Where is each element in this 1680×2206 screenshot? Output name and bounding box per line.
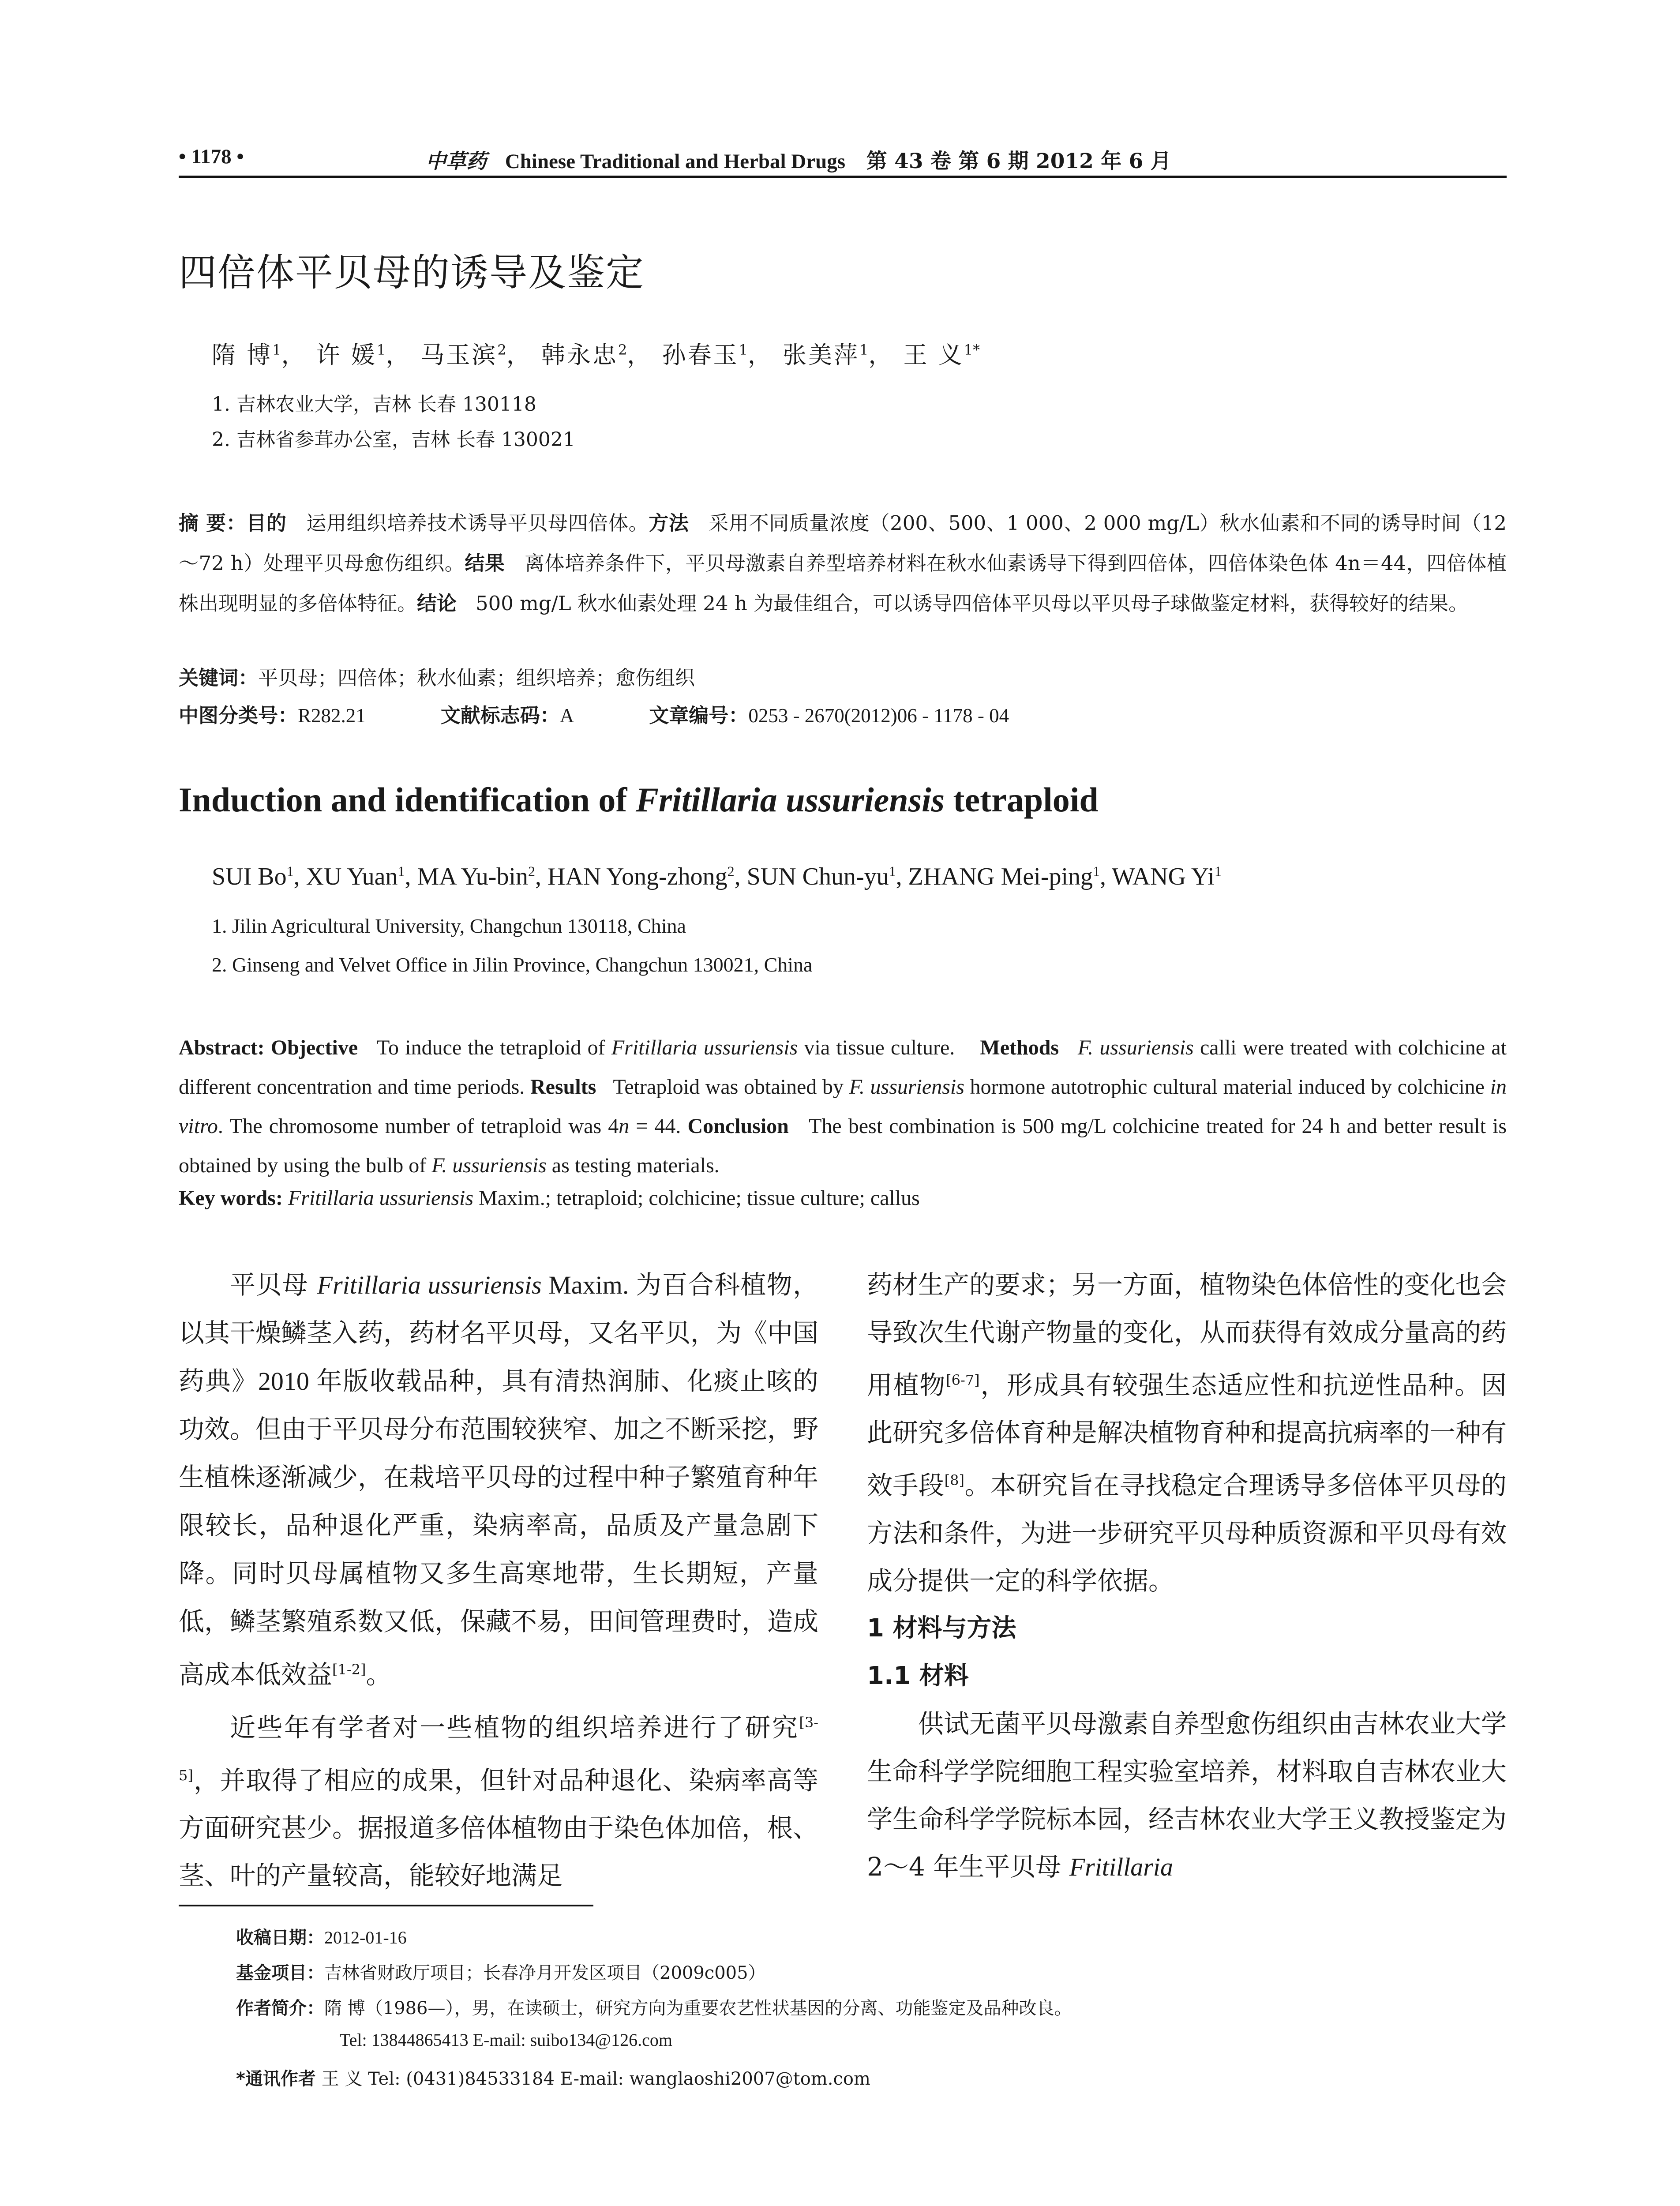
footnote-fund	[236, 1959, 766, 1984]
affiliation-en: 2. Ginseng and Velvet Office in Jilin Province, Changchun 130021, China	[212, 953, 813, 976]
author-en: SUI Bo	[212, 863, 287, 890]
classification-line	[179, 699, 1009, 728]
author-zh: 隋 博	[212, 341, 273, 369]
body-paragraph	[179, 1261, 818, 1699]
title-zh: 四倍体平贝母的诱导及鉴定	[179, 251, 645, 295]
author-en: WANG Yi	[1112, 863, 1215, 890]
keywords-en-text: Maxim.; tetraploid; colchicine; tissue culture; callus	[473, 1186, 920, 1210]
author-aff-mark: 1	[272, 341, 281, 358]
author-aff-mark: 1	[859, 341, 869, 358]
citation-ref: [6-7]	[946, 1372, 980, 1388]
body-column-left	[179, 1261, 818, 1899]
footnote-author	[236, 1994, 1072, 2019]
methods-label: 方法	[649, 511, 689, 535]
author-zh: 孙春玉	[662, 341, 739, 369]
author-aff-mark: 2	[727, 863, 735, 879]
results-en-text: . The chromosome number of tetraploid was 4	[218, 1114, 619, 1138]
author-aff-mark: 1*	[964, 341, 980, 358]
affiliation-en: 1. Jilin Agricultural University, Changchun 130118, China	[212, 915, 686, 937]
keywords-label: 关键词：	[179, 666, 259, 690]
objective-label: 目的	[246, 511, 287, 535]
doc-code-value: A	[559, 705, 574, 727]
affiliation-zh: 2. 吉林省参茸办公室，吉林 长春 130021	[212, 428, 575, 451]
methods-en-text: calli were treated with colchicine at different concentration and time periods.	[179, 1036, 1507, 1099]
objective-text: 运用组织培养技术诱导平贝母四倍体。	[306, 511, 649, 535]
keywords-en	[179, 1186, 920, 1210]
journal-issue: 第 43 卷 第 6 期 2012 年 6 月	[866, 149, 1171, 173]
author-zh: 王 义	[903, 341, 964, 369]
page-number: • 1178 •	[179, 145, 244, 168]
abstract-label: 摘 要：	[179, 511, 247, 535]
conclusion-text: 500 mg/L 秋水仙素处理 24 h 为最佳组合，可以诱导四倍体平贝母以平贝母子球做鉴定材料，获得较好的结果。	[475, 592, 1469, 615]
footnote-corresponding	[236, 2065, 870, 2090]
footnote-text: Tel: 13844865413 E-mail: suibo134@126.com	[340, 2030, 672, 2050]
running-header	[179, 140, 1507, 177]
body-text: 药材生产的要求；另一方面，植物染色体倍性的变化也会导致次生代谢产物量的变化，从而获得有效成分量高的药用植物	[867, 1270, 1507, 1400]
citation-ref: [3-5]	[179, 1714, 818, 1784]
conclusion-en-label: Conclusion	[687, 1114, 789, 1138]
footnote-text: 2012-01-16	[324, 1928, 407, 1947]
species-name: Fritillaria ussuriensis	[317, 1271, 542, 1299]
author-zh: 韩永忠	[541, 341, 618, 369]
title-en	[179, 780, 1099, 820]
body-text: Maxim. 为百合科植物，以其干燥鳞茎入药，药材名平贝母，又名平贝，为《中国药典》2010 年版收载品种，具有清热润肺、化痰止咳的功效。但由于平贝母分布范围较狭窄、加之不断采挖，野生植株逐渐减少，在栽培平贝母的过程中种子繁殖育种年限较长，品种退化严重，染病率高，品质及产量急剧下降。同时贝母属植物又多生高寒地带，生长期短，产量低，鳞茎繁殖系数又低，保藏不易，田间管理费时，造成高成本低效益	[179, 1271, 819, 1689]
body-text: 近些年有学者对一些植物的组织培养进行了研究	[230, 1712, 799, 1743]
results-en-text: hormone autotrophic cultural material induced by colchicine	[964, 1075, 1490, 1099]
author-zh: 许 媛	[316, 341, 377, 369]
species-name: Fritillaria	[1069, 1852, 1173, 1881]
results-en-label: Results	[530, 1075, 596, 1099]
conclusion-en-text: The best combination is 500 mg/L colchicine treated for 24 h and better result is obtained by using the bulb of	[179, 1114, 1507, 1177]
body-text: 。本研究旨在寻找稳定合理诱导多倍体平贝母的方法和条件，为进一步研究平贝母种质资源和平贝母有效成分提供一定的科学依据。	[867, 1470, 1507, 1596]
footnote-label: 基金项目：	[236, 1963, 324, 1983]
clc-value: R282.21	[298, 705, 366, 727]
footnote-text: 王 义 Tel: (0431)84533184 E-mail: wanglaoshi2007@tom.com	[315, 2069, 870, 2089]
journal-name-cn: 中草药	[426, 149, 487, 173]
subsection-heading: 1.1 材料	[867, 1661, 969, 1690]
abstract-en-label: Abstract: Objective	[179, 1036, 358, 1059]
citation-ref: [8]	[944, 1472, 964, 1489]
author-aff-mark: 1	[1214, 863, 1222, 879]
keywords-zh	[179, 662, 695, 690]
keywords-text: 平贝母；四倍体；秋水仙素；组织培养；愈伤组织	[258, 666, 695, 690]
results-en-text: = 44.	[629, 1114, 681, 1138]
footnote-label: 收稿日期：	[236, 1928, 324, 1948]
methods-text: 采用不同质量浓度（200、500、1 000、2 000 mg/L）秋水仙素和不同的诱导时间（12～72 h）处理平贝母愈伤组织。	[179, 511, 1507, 575]
footnote-text: 隋 博（1986—），男，在读硕士，研究方向为重要农艺性状基因的分离、功能鉴定及品种改良。	[324, 1998, 1072, 2018]
in-vitro-term: in vitro	[179, 1075, 1507, 1138]
conclusion-en-text: as testing materials.	[546, 1154, 720, 1177]
species-name: F. ussuriensis	[431, 1154, 547, 1177]
objective-en-text: via tissue culture.	[798, 1036, 955, 1059]
body-text: 平贝母	[230, 1270, 317, 1300]
body-paragraph	[867, 1261, 1507, 1605]
results-label: 结果	[465, 552, 505, 575]
author-aff-mark: 2	[497, 341, 506, 358]
abstract-zh	[179, 503, 1507, 623]
author-en: MA Yu-bin	[417, 863, 529, 890]
author-aff-mark: 2	[618, 341, 627, 358]
species-name: Fritillaria ussuriensis	[288, 1186, 474, 1210]
author-aff-mark: 2	[528, 863, 536, 879]
footnote-received	[236, 1924, 407, 1949]
authors-en: SUI Bo$^1$, XU Yuan$^1$, MA Yu-bin$^2$, HAN Yong-zhong$^2$, SUN Chun-$yu^1$, ZHANG Mei-ping$^1$, WANG Yi$^1$	[212, 863, 1222, 890]
ploidy-symbol: n	[619, 1114, 630, 1138]
results-en-text: Tetraploid was obtained by	[613, 1075, 849, 1099]
author-zh: 张美萍	[783, 341, 859, 369]
species-name: F. ussuriensis	[1077, 1036, 1194, 1059]
methods-en-label: Methods	[980, 1036, 1059, 1059]
title-en-pre: Induction and identification of	[179, 780, 636, 819]
article-number-label: 文章编号：	[649, 704, 749, 727]
footnote-text: 吉林省财政厅项目；长春净月开发区项目（2009c005）	[324, 1963, 766, 1983]
article-number-value: 0253 - 2670(2012)06 - 1178 - 04	[748, 705, 1009, 727]
citation-ref: [1-2]	[332, 1661, 366, 1678]
footnote-author-contact	[340, 2030, 672, 2050]
footnote-label: 作者简介：	[236, 1998, 324, 2018]
author-aff-mark: 1	[376, 341, 386, 358]
footnote-rule	[179, 1905, 593, 1906]
author-aff-mark: 1	[398, 863, 405, 879]
body-text: ，形成具有较强生态适应性和抗逆性品种。因此研究多倍体育种是解决植物育种和提高抗病率的一种有效手段	[867, 1370, 1507, 1501]
author-en: XU Yuan	[306, 863, 398, 890]
conclusion-label: 结论	[417, 592, 457, 615]
affiliation-zh: 1. 吉林农业大学，吉林 长春 130118	[212, 393, 536, 416]
title-en-post: tetraploid	[945, 780, 1099, 819]
title-en-species: Fritillaria ussuriensis	[635, 780, 945, 819]
authors-zh: 隋 博$^1$， 许 媛$^1$， 马玉滨$^2$， 韩永忠$^2$， 孙春玉$^1$， 张美萍$^1$， 王 义$^{1*}$	[212, 341, 980, 369]
section-heading: 1 材料与方法	[867, 1613, 1016, 1643]
results-text: 离体培养条件下，平贝母激素自养型培养材料在秋水仙素诱导下得到四倍体，四倍体染色体 4n＝44，四倍体植株出现明显的多倍体特征。	[179, 552, 1507, 615]
abstract-en	[179, 1028, 1507, 1185]
footnote-label: *通讯作者	[236, 2069, 316, 2089]
body-text: 。	[366, 1659, 392, 1690]
author-en: HAN Yong-zhong	[548, 863, 728, 890]
author-aff-mark: 1	[1093, 863, 1100, 879]
author-aff-mark: 1	[889, 863, 896, 879]
author-zh: 马玉滨	[420, 341, 498, 369]
author-aff-mark: 1	[739, 341, 748, 358]
body-paragraph	[179, 1699, 818, 1899]
body-column-right	[867, 1261, 1507, 1891]
author-aff-mark: 1	[286, 863, 294, 879]
doc-code-label: 文献标志码：	[440, 704, 560, 727]
header-rule	[179, 176, 1507, 178]
clc-label: 中图分类号：	[179, 704, 298, 727]
body-paragraph	[867, 1700, 1507, 1891]
species-name: Fritillaria ussuriensis	[611, 1036, 798, 1059]
author-en: ZHANG Mei-ping	[908, 863, 1093, 890]
species-name: F. ussuriensis	[849, 1075, 964, 1099]
author-en: SUN Chun-yu	[746, 863, 889, 890]
objective-en-text: To induce the tetraploid of	[376, 1036, 611, 1059]
body-text: 供试无菌平贝母激素自养型愈伤组织由吉林农业大学生命科学学院细胞工程实验室培养，材料取自吉林农业大学生命科学学院标本园，经吉林农业大学王义教授鉴定为 2～4 年生平贝母	[867, 1708, 1507, 1882]
journal-name-en: Chinese Traditional and Herbal Drugs	[505, 150, 846, 173]
journal-line	[426, 145, 1171, 174]
keywords-en-label: Key words:	[179, 1186, 283, 1210]
body-text: ，并取得了相应的成果，但针对品种退化、染病率高等方面研究甚少。据报道多倍体植物由于染色体加倍，根、茎、叶的产量较高，能较好地满足	[179, 1765, 819, 1891]
